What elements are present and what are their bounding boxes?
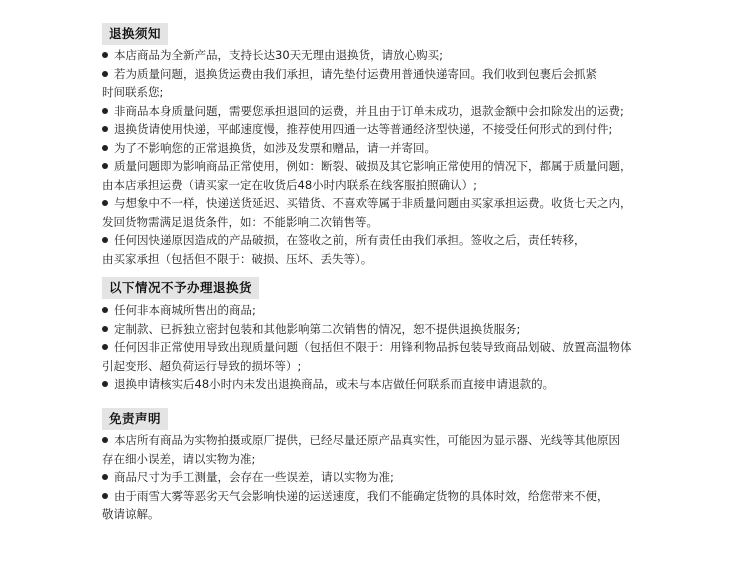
bullet-icon — [102, 163, 108, 169]
bullet-icon — [102, 200, 108, 206]
bullet-icon — [102, 71, 108, 77]
list-item: 本店所有商品为实物拍摄或原厂提供，已经尽量还原产品真实性，可能因为显示器、光线等其他原因 存在细小误差，请以实物为准; — [102, 433, 620, 466]
bullet-icon — [102, 381, 108, 387]
bullet-icon — [102, 344, 108, 350]
item-list — [102, 431, 662, 524]
list-item: 商品尺寸为手工测量，会存在一些误差，请以实物为准; — [102, 468, 662, 487]
bullet-icon — [102, 326, 108, 332]
bullet-icon — [102, 474, 108, 480]
bullet-icon — [102, 52, 108, 58]
section-heading: 以下情况不予办理退换货 — [102, 277, 259, 299]
bullet-icon — [102, 437, 108, 443]
list-item: 非商品本身质量问题，需要您承担退回的运费，并且由于订单未成功，退款金额中会扣除发出的运费; — [102, 102, 662, 121]
bullet-icon — [102, 108, 108, 114]
bullet-icon — [102, 145, 108, 151]
item-list — [102, 301, 662, 394]
bullet-icon — [102, 493, 108, 499]
list-item: 退换申请核实后48小时内未发出退换商品，或未与本店做任何联系而直接申请退款的。 — [102, 375, 662, 394]
list-item: 任何因非正常使用导致出现质量问题（包括但不限于：用锋利物品拆包装导致商品划破、放置高温物体 引起变形、超负荷运行导致的损坏等）; — [102, 340, 632, 373]
bullet-icon — [102, 126, 108, 132]
list-item: 由于雨雪大雾等恶劣天气会影响快递的运送速度，我们不能确定货物的具体时效，给您带来不便， 敬请谅解。 — [102, 488, 609, 521]
list-item: 任何非本商城所售出的商品; — [102, 301, 662, 320]
list-item: 若为质量问题，退换货运费由我们承担，请先垫付运费用普通快递寄回。我们收到包裹后会抓紧 时间联系您; — [102, 66, 597, 99]
section-heading: 免责声明 — [102, 408, 168, 430]
list-item: 为了不影响您的正常退换货，如涉及发票和赠品，请一并寄回。 — [102, 139, 662, 158]
list-item: 定制款、已拆独立密封包装和其他影响第二次销售的情况，恕不提供退换货服务; — [102, 320, 662, 339]
bullet-icon — [102, 307, 108, 313]
item-list — [102, 46, 662, 268]
bullet-icon — [102, 237, 108, 243]
section-heading: 退换须知 — [102, 23, 168, 45]
list-item: 任何因快递原因造成的产品破损，在签收之前，所有责任由我们承担。签收之后，责任转移， 由买家承担（包括但不限于：破损、压坏、丢失等）。 — [102, 233, 586, 266]
list-item: 质量问题即为影响商品正常使用，例如：断裂、破损及其它影响正常使用的情况下，都属于质量问题， 由本店承担运费（请买家一定在收货后48小时内联系在线客服拍照确认）; — [102, 159, 632, 192]
list-item: 与想象中不一样，快递送货延迟、买错货、不喜欢等属于非质量问题由买家承担运费。收货七天之内， 发回货物需满足退货条件，如：不能影响二次销售等。 — [102, 196, 632, 229]
list-item: 退换货请使用快递，平邮速度慢，推荐使用四通一达等普通经济型快递，不接受任何形式的到付件; — [102, 120, 662, 139]
list-item: 本店商品为全新产品，支持长达30天无理由退换货，请放心购买; — [102, 46, 662, 65]
